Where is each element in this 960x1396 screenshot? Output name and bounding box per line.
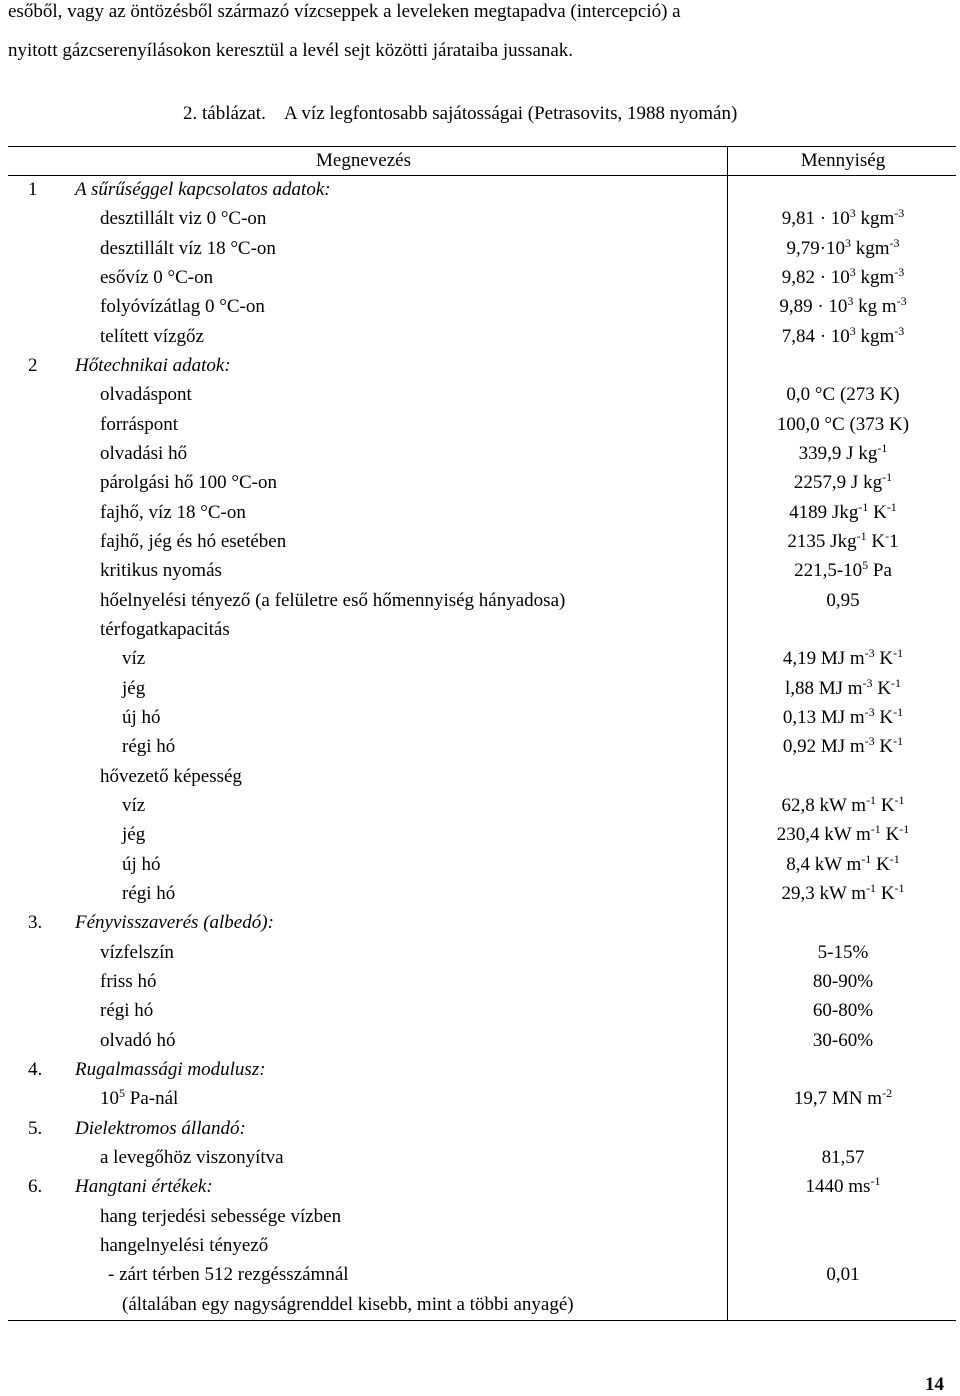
row-name: párolgási hő 100 °C-on: [100, 472, 277, 494]
row-name: régi hó: [122, 736, 176, 758]
table-row: [0, 791, 960, 820]
row-name: jég: [122, 824, 146, 846]
row-quantity: $9,81 \cdot 10^3$ kgm$^{-3}$: [781, 206, 905, 230]
table-row: [0, 322, 960, 351]
table-row: [0, 468, 960, 497]
table-row: [0, 586, 960, 615]
table-row: [0, 1026, 960, 1055]
table-row: [0, 351, 960, 380]
table-row: [0, 1143, 960, 1172]
table-row: [0, 175, 960, 204]
intro-line-1: esőből, vagy az öntözésből származó vízcseppek a leveleken megtapadva (intercepció) a: [8, 1, 681, 22]
table-row: [0, 1290, 960, 1319]
row-name: víz: [122, 794, 146, 816]
row-name: esővíz 0 °C-on: [100, 266, 214, 288]
row-quantity: 80-90%: [812, 970, 874, 992]
table-row: [0, 1231, 960, 1260]
table-row: [0, 527, 960, 556]
section-heading: A sűrűséggel kapcsolatos adatok:: [75, 179, 331, 200]
row-quantity: 1440 $ms^{-1}$: [805, 1174, 881, 1198]
row-name: - zárt térben 512 rezgésszámnál: [108, 1264, 349, 1286]
row-name: olvadáspont: [100, 384, 192, 406]
row-quantity: $9,82 \cdot 10^3$ kgm$^{-3}$: [781, 264, 905, 288]
row-quantity: 230,4 kW $m^{-1}$ $K^{-1}$: [776, 822, 910, 846]
row-name: fajhő, jég és hó esetében: [100, 530, 287, 552]
table-row: [0, 1202, 960, 1231]
row-name: (általában egy nagyságrenddel kisebb, mint a többi anyagé): [122, 1293, 574, 1315]
table-bottom-rule: [8, 1320, 956, 1321]
table-row: [0, 938, 960, 967]
table-row: [0, 1260, 960, 1289]
table-row: [0, 380, 960, 409]
row-quantity: 30-60%: [812, 1029, 874, 1051]
table-row: [0, 879, 960, 908]
row-name: térfogatkapacitás: [100, 618, 230, 640]
row-name: új hó: [122, 853, 161, 875]
row-name: jég: [122, 677, 146, 699]
table-row: [0, 292, 960, 321]
row-quantity: 0,13 MJ $m^{-3}$ $K^{-1}$: [782, 704, 904, 728]
row-quantity: $9,89 \cdot 10^3$ kg $m^{-3}$: [779, 294, 907, 318]
table-row: [0, 732, 960, 761]
row-quantity: 5-15%: [817, 941, 869, 963]
row-number: 3.: [28, 912, 43, 934]
row-quantity: 60-80%: [812, 1000, 874, 1022]
row-name: a levegőhöz viszonyítva: [100, 1146, 284, 1168]
table-row: [0, 1084, 960, 1113]
row-name: friss hó: [100, 970, 157, 992]
row-name: hőelnyelési tényező (a felületre eső hőmennyiség hányadosa): [100, 589, 566, 611]
row-name: desztillált viz 0 °C-on: [100, 208, 267, 230]
row-name: folyóvízátlag 0 °C-on: [100, 296, 265, 318]
row-name: fajhő, víz 18 °C-on: [100, 501, 246, 523]
row-name: forráspont: [100, 413, 179, 435]
table-row: [0, 439, 960, 468]
section-heading: Dielektromos állandó:: [75, 1117, 246, 1139]
row-quantity: 0,01: [826, 1264, 860, 1286]
row-name: olvadó hó: [100, 1029, 176, 1051]
table-row: [0, 410, 960, 439]
table-row: [0, 850, 960, 879]
row-name: hang terjedési sebessége vízben: [100, 1205, 342, 1227]
table-row: [0, 556, 960, 585]
row-quantity: 2257,9 J $kg^{-1}$: [793, 470, 893, 494]
table-row: [0, 820, 960, 849]
row-quantity: 81,57: [821, 1146, 865, 1168]
table-row: [0, 263, 960, 292]
row-quantity: 2135 Jkg$^{-1}$ K-1: [787, 528, 899, 552]
row-name: telített vízgőz: [100, 325, 204, 347]
table-row: [0, 908, 960, 937]
row-quantity: 0,0 °C (273 K): [786, 384, 900, 406]
row-quantity: 100,0 °C (373 K): [776, 413, 910, 435]
row-name: régi hó: [122, 882, 176, 904]
table-row: [0, 1114, 960, 1143]
row-quantity: 339,9 J $kg^{-1}$: [798, 440, 888, 464]
header-name: Megnevezés: [316, 150, 411, 171]
caption-label: 2. táblázat.: [183, 103, 266, 124]
caption-text: A víz legfontosabb sajátosságai (Petrasovits, 1988 nyomán): [284, 103, 738, 124]
section-heading: Fényvisszaverés (albedó):: [75, 912, 274, 934]
table-row: [0, 967, 960, 996]
row-quantity: 4,19 MJ $m^{-3}$ $K^{-1}$: [782, 646, 904, 670]
row-name: régi hó: [100, 1000, 154, 1022]
section-heading: Rugalmassági modulusz:: [75, 1058, 266, 1080]
row-name: desztillált víz 18 °C-on: [100, 237, 276, 259]
row-number: 6.: [28, 1176, 43, 1198]
table-row: [0, 1055, 960, 1084]
table-row: [0, 498, 960, 527]
table-row: [0, 996, 960, 1025]
row-quantity: l,88 MJ $m^{-3}$ $K^{-1}$: [784, 675, 902, 699]
section-heading: Hangtani értékek:: [75, 1176, 213, 1198]
row-quantity: $221,5-10^5$ Pa: [794, 558, 892, 582]
row-name: új hó: [122, 706, 161, 728]
table-row: [0, 644, 960, 673]
table-row: [0, 204, 960, 233]
table-row: [0, 703, 960, 732]
table-header: [0, 146, 960, 175]
table-row: [0, 615, 960, 644]
row-number: 2: [28, 354, 38, 376]
row-number: 5.: [28, 1117, 43, 1139]
row-quantity: 8,4 kW $m^{-1}$ $K^{-1}$: [786, 851, 900, 875]
row-number: 4.: [28, 1058, 43, 1080]
row-quantity: 62,8 kW $m^{-1}$ $K^{-1}$: [781, 792, 905, 816]
header-quantity: Mennyiség: [800, 150, 886, 171]
page-number: 14: [925, 1374, 944, 1395]
row-name: olvadási hő: [100, 442, 188, 464]
table-row: [0, 1172, 960, 1201]
row-name: víz: [122, 648, 146, 670]
intro-line-2: nyitott gázcserenyílásokon keresztül a levél sejt közötti járataiba jussanak.: [8, 40, 574, 61]
row-quantity: $7,84 \cdot 10^3$ kgm$^{-3}$: [781, 323, 905, 347]
table-row: [0, 674, 960, 703]
row-quantity: 0,92 MJ $m^{-3}$ $K^{-1}$: [782, 734, 904, 758]
row-name: kritikus nyomás: [100, 560, 222, 582]
row-quantity: $9,79\cdot 10^3$ kgm$^{-3}$: [786, 235, 900, 259]
row-name: hangelnyelési tényező: [100, 1234, 269, 1256]
row-name: vízfelszín: [100, 941, 174, 963]
row-quantity: 4189 Jkg$^{-1}$ $K^{-1}$: [789, 499, 897, 523]
table-row: [0, 762, 960, 791]
row-name: hővezető képesség: [100, 765, 242, 787]
row-quantity: 29,3 kW $m^{-1}$ $K^{-1}$: [781, 880, 905, 904]
table-row: [0, 234, 960, 263]
row-number: 1: [28, 179, 38, 200]
row-name: $10^5$ Pa-nál: [100, 1086, 179, 1110]
row-quantity: 19,7 MN $m^{-2}$: [793, 1086, 893, 1110]
section-heading: Hőtechnikai adatok:: [75, 354, 231, 376]
row-quantity: 0,95: [826, 589, 860, 611]
